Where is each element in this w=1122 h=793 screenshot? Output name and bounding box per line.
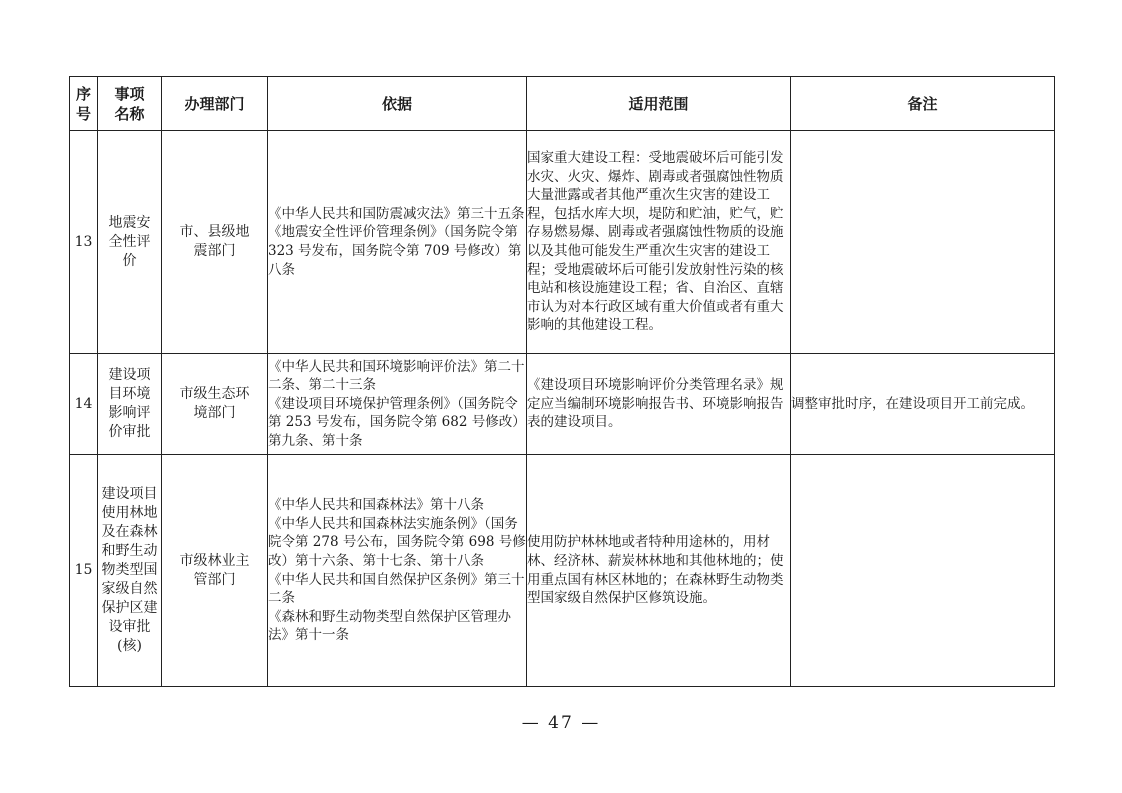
row-basis: 《中华人民共和国防震减灾法》第三十五条 《地震安全性评价管理条例》（国务院令第 323 号发布，国务院令第 709 号修改）第八条 <box>268 131 527 354</box>
table-row <box>70 354 1055 455</box>
row-basis: 《中华人民共和国森林法》第十八条 《中华人民共和国森林法实施条例》（国务院令第 278 号公布，国务院令第 698 号修改）第十六条、第十七条、第十八条 《中华人民共和国自然保护区条例》第三十二条 《森林和野生动物类型自然保护区管理办法》第十一条 <box>268 455 527 687</box>
table-row <box>70 131 1055 354</box>
row-remarks: 调整审批时序，在建设项目开工前完成。 <box>791 354 1055 455</box>
row-seq: 13 <box>70 131 98 354</box>
table-row <box>70 455 1055 687</box>
header-department: 办理部门 <box>162 77 268 131</box>
row-basis: 《中华人民共和国环境影响评价法》第二十二条、第二十三条 《建设项目环境保护管理条例》（国务院令第 253 号发布，国务院令第 682 号修改）第九条、第十条 <box>268 354 527 455</box>
row-item-name: 地震安全性评价 <box>98 131 162 354</box>
approval-items-table <box>69 76 1055 687</box>
header-remarks: 备注 <box>791 77 1055 131</box>
row-seq: 14 <box>70 354 98 455</box>
row-department: 市级生态环境部门 <box>162 354 268 455</box>
page-number: — 47 — <box>521 713 601 733</box>
header-basis: 依据 <box>268 77 527 131</box>
row-scope: 《建设项目环境影响评价分类管理名录》规定应当编制环境影响报告书、环境影响报告表的建设项目。 <box>527 354 791 455</box>
row-scope: 国家重大建设工程：受地震破坏后可能引发水灾、火灾、爆炸、剧毒或者强腐蚀性物质大量泄露或者其他严重次生灾害的建设工程，包括水库大坝，堤防和贮油，贮气，贮存易燃易爆、剧毒或者强腐蚀性物质的设施以及其他可能发生严重次生灾害的建设工程；受地震破坏后可能引发放射性污染的核电站和核设施建设工程；省、自治区、直辖市认为对本行政区域有重大价值或者有重大影响的其他建设工程。 <box>527 131 791 354</box>
row-department: 市级林业主管部门 <box>162 455 268 687</box>
header-seq: 序号 <box>70 77 98 131</box>
row-item-name: 建设项目环境影响评价审批 <box>98 354 162 455</box>
row-seq: 15 <box>70 455 98 687</box>
row-department: 市、县级地震部门 <box>162 131 268 354</box>
row-item-name: 建设项目使用林地及在森林和野生动物类型国家级自然保护区建设审批(核) <box>98 455 162 687</box>
row-remarks <box>791 455 1055 687</box>
header-item-name: 事项名称 <box>98 77 162 131</box>
row-remarks <box>791 131 1055 354</box>
row-scope: 使用防护林林地或者特种用途林的，用材林、经济林、薪炭林林地和其他林地的；使用重点国有林区林地的；在森林野生动物类型国家级自然保护区修筑设施。 <box>527 455 791 687</box>
header-row <box>70 77 1055 131</box>
header-scope: 适用范围 <box>527 77 791 131</box>
